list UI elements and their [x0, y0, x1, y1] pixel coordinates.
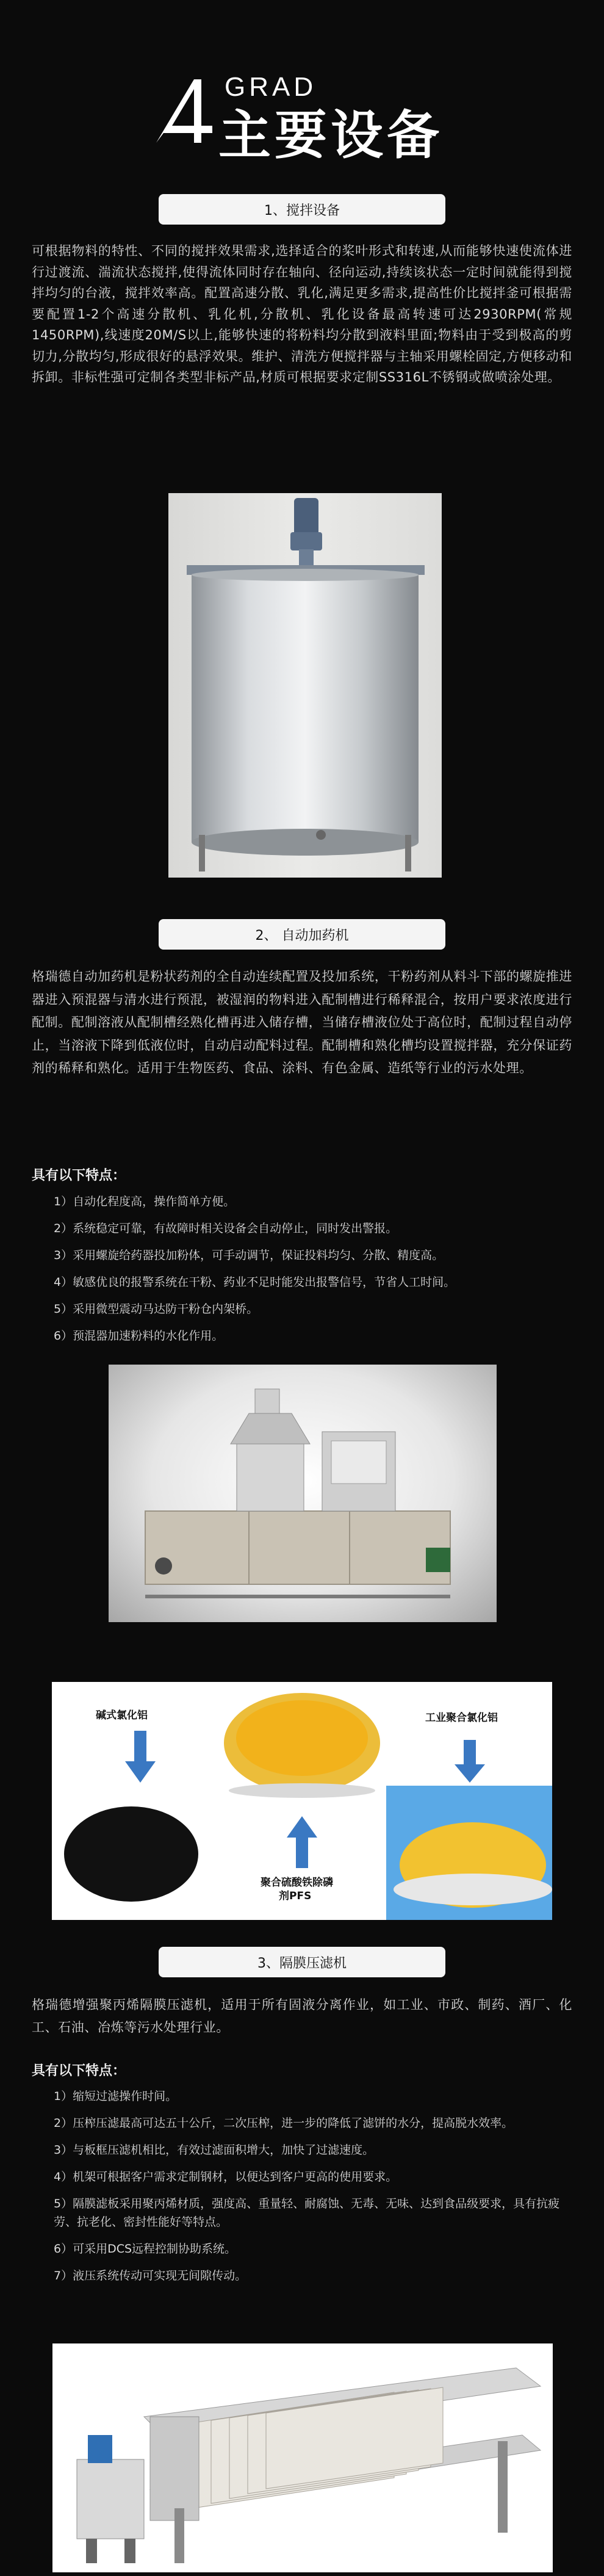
chem-label-basic-aluminium-chloride: 碱式氯化铝: [96, 1709, 148, 1722]
dosing-machine-image: [109, 1365, 497, 1622]
feature-item: 6）预混器加速粉料的水化作用。: [54, 1329, 224, 1343]
feature-item: 5）隔膜滤板采用聚丙烯材质，强度高、重量轻、耐腐蚀、无毒、无味、达到食品级要求，具有抗疲劳、抗老化、密封性能好等特点。: [54, 2197, 560, 2229]
section-2-features-list: [54, 1192, 554, 1354]
feature-item: 3）采用螺旋给药器投加粉体，可手动调节，保证投料均匀、分散、精度高。: [54, 1249, 444, 1262]
feature-item: 4）敏感优良的报警系统在干粉、药业不足时能发出报警信号，节省人工时间。: [54, 1275, 456, 1289]
section-2-features-title: 具有以下特点：: [32, 1168, 126, 1183]
section-2-paragraph: 格瑞德自动加药机是粉状药剂的全自动连续配置及投加系统，干粉药剂从料斗下部的螺旋推进器进入预混器与清水进行预混，被湿润的物料进入配制槽进行稀释混合，按用户要求浓度进行配制。配制溶液从配制槽经熟化槽再进入储存槽，当储存槽液位处于高位时，配制过程自动停止，当溶液下降到低液位时，自动启动配料过程。配制槽和熟化槽均设置搅拌器，充分保证药剂的稀释和熟化。适用于生物医药、食品、涂料、有色金属、造纸等行业的污水处理。: [32, 969, 572, 1075]
chem-label-pfs: [261, 1876, 333, 1903]
brand-logo-icon: [151, 74, 218, 148]
feature-item: 1）缩短过滤操作时间。: [54, 2090, 178, 2103]
feature-item: 3）与板框压滤机相比，有效过滤面积增大，加快了过滤速度。: [54, 2143, 375, 2157]
header-logo: [151, 68, 481, 166]
feature-item: 5）采用微型震动马达防干粉仓内架桥。: [54, 1302, 259, 1316]
section-1-title: 1、搅拌设备: [159, 194, 445, 225]
chem-label-pfs-line1: 聚合硫酸铁除磷: [261, 1877, 333, 1889]
mixing-tank-image: [168, 493, 442, 878]
filter-press-image: [52, 2343, 553, 2572]
chem-label-industrial-pac: 工业聚合氯化铝: [425, 1712, 498, 1724]
feature-item: 4）机架可根据客户需求定制钢材，以便达到客户更高的使用要求。: [54, 2170, 398, 2184]
feature-item: 6）可采用DCS远程控制协助系统。: [54, 2242, 237, 2256]
feature-item: 2）压榨压滤最高可达五十公斤，二次压榨，进一步的降低了滤饼的水分，提高脱水效率。: [54, 2116, 514, 2130]
filter-press-illustration: [52, 2343, 553, 2572]
feature-item: 2）系统稳定可靠，有故障时相关设备会自动停止，同时发出警报。: [54, 1222, 398, 1235]
section-3-paragraph: 格瑞德增强聚丙烯隔膜压滤机，适用于所有固液分离作业，如工业、市政、制药、酒厂、化工、石油、冶炼等污水处理行业。: [32, 1997, 572, 2035]
feature-item: 7）液压系统传动可实现无间隙传动。: [54, 2269, 247, 2282]
section-3-features-list: [54, 2087, 560, 2285]
section-2-title: 2、 自动加药机: [159, 919, 445, 950]
feature-item: 1）自动化程度高，操作简单方便。: [54, 1195, 235, 1208]
section-3-title: 3、隔膜压滤机: [159, 1947, 445, 1977]
section-3-features-title: 具有以下特点：: [32, 2063, 126, 2079]
chemicals-image: [52, 1682, 552, 1920]
dosing-machine-illustration: [109, 1365, 497, 1622]
mixing-tank-illustration: [168, 493, 442, 878]
logo-text-small: GRAD: [225, 72, 317, 102]
chem-label-pfs-line2: 剂PFS: [279, 1890, 312, 1902]
logo-title: 主要设备: [218, 105, 443, 166]
section-1-paragraph: 可根据物料的特性、不同的搅拌效果需求,选择适合的桨叶形式和转速,从而能够快速使流体进行过渡流、湍流状态搅拌,使得流体同时存在轴向、径向运动,持续该状态一定时间就能得到搅拌均匀的台液，搅拌效率高。配置高速分散、乳化,满足更多需求,提高性价比搅拌釜可根据需要配置1-2个高速分散机、乳化机,分散机、乳化设备最高转速可达2930RPM(常规1450RPM),线速度20M/S以上,能够快速的将粉料均分散到液料里面;物料由于受到极高的剪切力,分散均匀,形成很好的悬浮效果。维护、清洗方便搅拌器与主轴采用螺栓固定,方便移动和拆卸。非标性强可定制各类型非标产品,材质可根据要求定制SS316L不锈钢或做喷涂处理。: [32, 244, 572, 384]
